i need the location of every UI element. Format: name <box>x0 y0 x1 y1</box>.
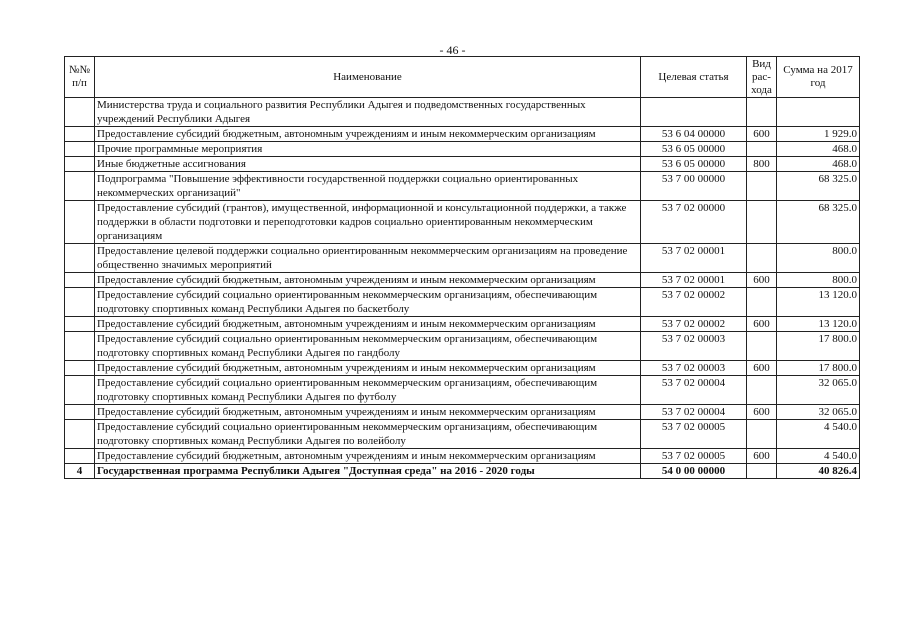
row-number <box>65 332 95 361</box>
row-number <box>65 127 95 142</box>
table-row <box>65 317 860 332</box>
row-expense-type <box>747 332 777 361</box>
table-row <box>65 142 860 157</box>
row-number: 4 <box>65 464 95 479</box>
header-kind: Вид рас-хода <box>747 57 777 98</box>
table-row <box>65 244 860 273</box>
row-amount: 13 120.0 <box>777 288 860 317</box>
row-name: Министерства труда и социального развития Республики Адыгея и подведомственных государственных учреждений Республики Адыгея <box>95 98 641 127</box>
row-target-code: 53 7 02 00001 <box>641 273 747 288</box>
row-name: Предоставление субсидий социально ориентированным некоммерческим организациям, обеспечивающим подготовку спортивных команд Республики Адыгея по волейболу <box>95 420 641 449</box>
row-expense-type: 600 <box>747 273 777 288</box>
row-expense-type: 600 <box>747 317 777 332</box>
row-target-code: 53 7 02 00002 <box>641 317 747 332</box>
row-amount: 468.0 <box>777 157 860 172</box>
row-number <box>65 157 95 172</box>
row-name: Иные бюджетные ассигнования <box>95 157 641 172</box>
table-body <box>65 98 860 479</box>
row-expense-type <box>747 98 777 127</box>
table-row <box>65 376 860 405</box>
table-row <box>65 332 860 361</box>
row-expense-type <box>747 464 777 479</box>
row-name: Государственная программа Республики Адыгея "Доступная среда" на 2016 - 2020 годы <box>95 464 641 479</box>
row-name: Прочие программные мероприятия <box>95 142 641 157</box>
row-amount: 1 929.0 <box>777 127 860 142</box>
row-number <box>65 172 95 201</box>
row-amount: 4 540.0 <box>777 420 860 449</box>
row-target-code: 53 7 02 00004 <box>641 405 747 420</box>
row-amount: 40 826.4 <box>777 464 860 479</box>
row-name: Предоставление субсидий социально ориентированным некоммерческим организациям, обеспечивающим подготовку спортивных команд Республики Адыгея по гандболу <box>95 332 641 361</box>
row-amount: 17 800.0 <box>777 332 860 361</box>
row-expense-type: 600 <box>747 405 777 420</box>
table-row <box>65 172 860 201</box>
row-name: Предоставление субсидий бюджетным, автономным учреждениям и иным некоммерческим организациям <box>95 361 641 376</box>
row-name: Предоставление субсидий социально ориентированным некоммерческим организациям, обеспечивающим подготовку спортивных команд Республики Адыгея по баскетболу <box>95 288 641 317</box>
header-sum: Сумма на 2017 год <box>777 57 860 98</box>
row-expense-type <box>747 420 777 449</box>
row-expense-type: 800 <box>747 157 777 172</box>
table-row <box>65 361 860 376</box>
row-number <box>65 361 95 376</box>
row-number <box>65 244 95 273</box>
row-target-code: 53 7 02 00005 <box>641 420 747 449</box>
row-number <box>65 449 95 464</box>
row-target-code: 53 6 05 00000 <box>641 157 747 172</box>
row-expense-type <box>747 244 777 273</box>
budget-table <box>64 56 860 479</box>
table-row <box>65 98 860 127</box>
row-amount: 13 120.0 <box>777 317 860 332</box>
table-row <box>65 273 860 288</box>
row-name: Предоставление субсидий бюджетным, автономным учреждениям и иным некоммерческим организациям <box>95 405 641 420</box>
header-num: №№ п/п <box>65 57 95 98</box>
page-number: - 46 - <box>439 43 466 57</box>
table-row <box>65 157 860 172</box>
row-expense-type <box>747 376 777 405</box>
table-row <box>65 288 860 317</box>
row-amount: 68 325.0 <box>777 201 860 244</box>
row-target-code: 53 7 02 00000 <box>641 201 747 244</box>
row-amount: 800.0 <box>777 273 860 288</box>
table-row <box>65 420 860 449</box>
row-target-code: 53 7 02 00002 <box>641 288 747 317</box>
row-expense-type <box>747 288 777 317</box>
row-number <box>65 273 95 288</box>
row-expense-type: 600 <box>747 127 777 142</box>
table-row <box>65 405 860 420</box>
row-name: Предоставление субсидий бюджетным, автономным учреждениям и иным некоммерческим организациям <box>95 449 641 464</box>
row-amount <box>777 98 860 127</box>
row-number <box>65 201 95 244</box>
row-target-code: 53 7 02 00004 <box>641 376 747 405</box>
table-row <box>65 201 860 244</box>
row-amount: 468.0 <box>777 142 860 157</box>
row-expense-type: 600 <box>747 361 777 376</box>
row-expense-type <box>747 172 777 201</box>
row-expense-type <box>747 142 777 157</box>
row-number <box>65 405 95 420</box>
row-name: Предоставление субсидий бюджетным, автономным учреждениям и иным некоммерческим организациям <box>95 127 641 142</box>
row-amount: 68 325.0 <box>777 172 860 201</box>
header-code: Целевая статья <box>641 57 747 98</box>
row-number <box>65 420 95 449</box>
row-amount: 32 065.0 <box>777 405 860 420</box>
row-target-code <box>641 98 747 127</box>
row-number <box>65 317 95 332</box>
row-target-code: 53 7 02 00003 <box>641 332 747 361</box>
header-name: Наименование <box>95 57 641 98</box>
row-name: Предоставление субсидий бюджетным, автономным учреждениям и иным некоммерческим организациям <box>95 317 641 332</box>
row-number <box>65 142 95 157</box>
table-row <box>65 449 860 464</box>
row-target-code: 53 7 02 00001 <box>641 244 747 273</box>
row-target-code: 53 7 00 00000 <box>641 172 747 201</box>
row-target-code: 53 7 02 00005 <box>641 449 747 464</box>
row-expense-type: 600 <box>747 449 777 464</box>
row-amount: 32 065.0 <box>777 376 860 405</box>
row-number <box>65 376 95 405</box>
row-target-code: 53 6 05 00000 <box>641 142 747 157</box>
table-row <box>65 127 860 142</box>
row-amount: 800.0 <box>777 244 860 273</box>
table-header-row <box>65 57 860 98</box>
row-name: Предоставление субсидий бюджетным, автономным учреждениям и иным некоммерческим организациям <box>95 273 641 288</box>
row-number <box>65 288 95 317</box>
row-target-code: 53 7 02 00003 <box>641 361 747 376</box>
row-name: Подпрограмма "Повышение эффективности государственной поддержки социально ориентированных некоммерческих организаций" <box>95 172 641 201</box>
row-number <box>65 98 95 127</box>
row-amount: 17 800.0 <box>777 361 860 376</box>
row-name: Предоставление субсидий (грантов), имущественной, информационной и консультационной поддержки, а также поддержки в области подготовки и переподготовки кадров социально ориентированным некоммерческим организациям <box>95 201 641 244</box>
row-amount: 4 540.0 <box>777 449 860 464</box>
row-target-code: 53 6 04 00000 <box>641 127 747 142</box>
row-name: Предоставление субсидий социально ориентированным некоммерческим организациям, обеспечивающим подготовку спортивных команд Республики Адыгея по футболу <box>95 376 641 405</box>
row-target-code: 54 0 00 00000 <box>641 464 747 479</box>
row-name: Предоставление целевой поддержки социально ориентированным некоммерческим организациям на проведение общественно значимых мероприятий <box>95 244 641 273</box>
row-expense-type <box>747 201 777 244</box>
table-row <box>65 464 860 479</box>
